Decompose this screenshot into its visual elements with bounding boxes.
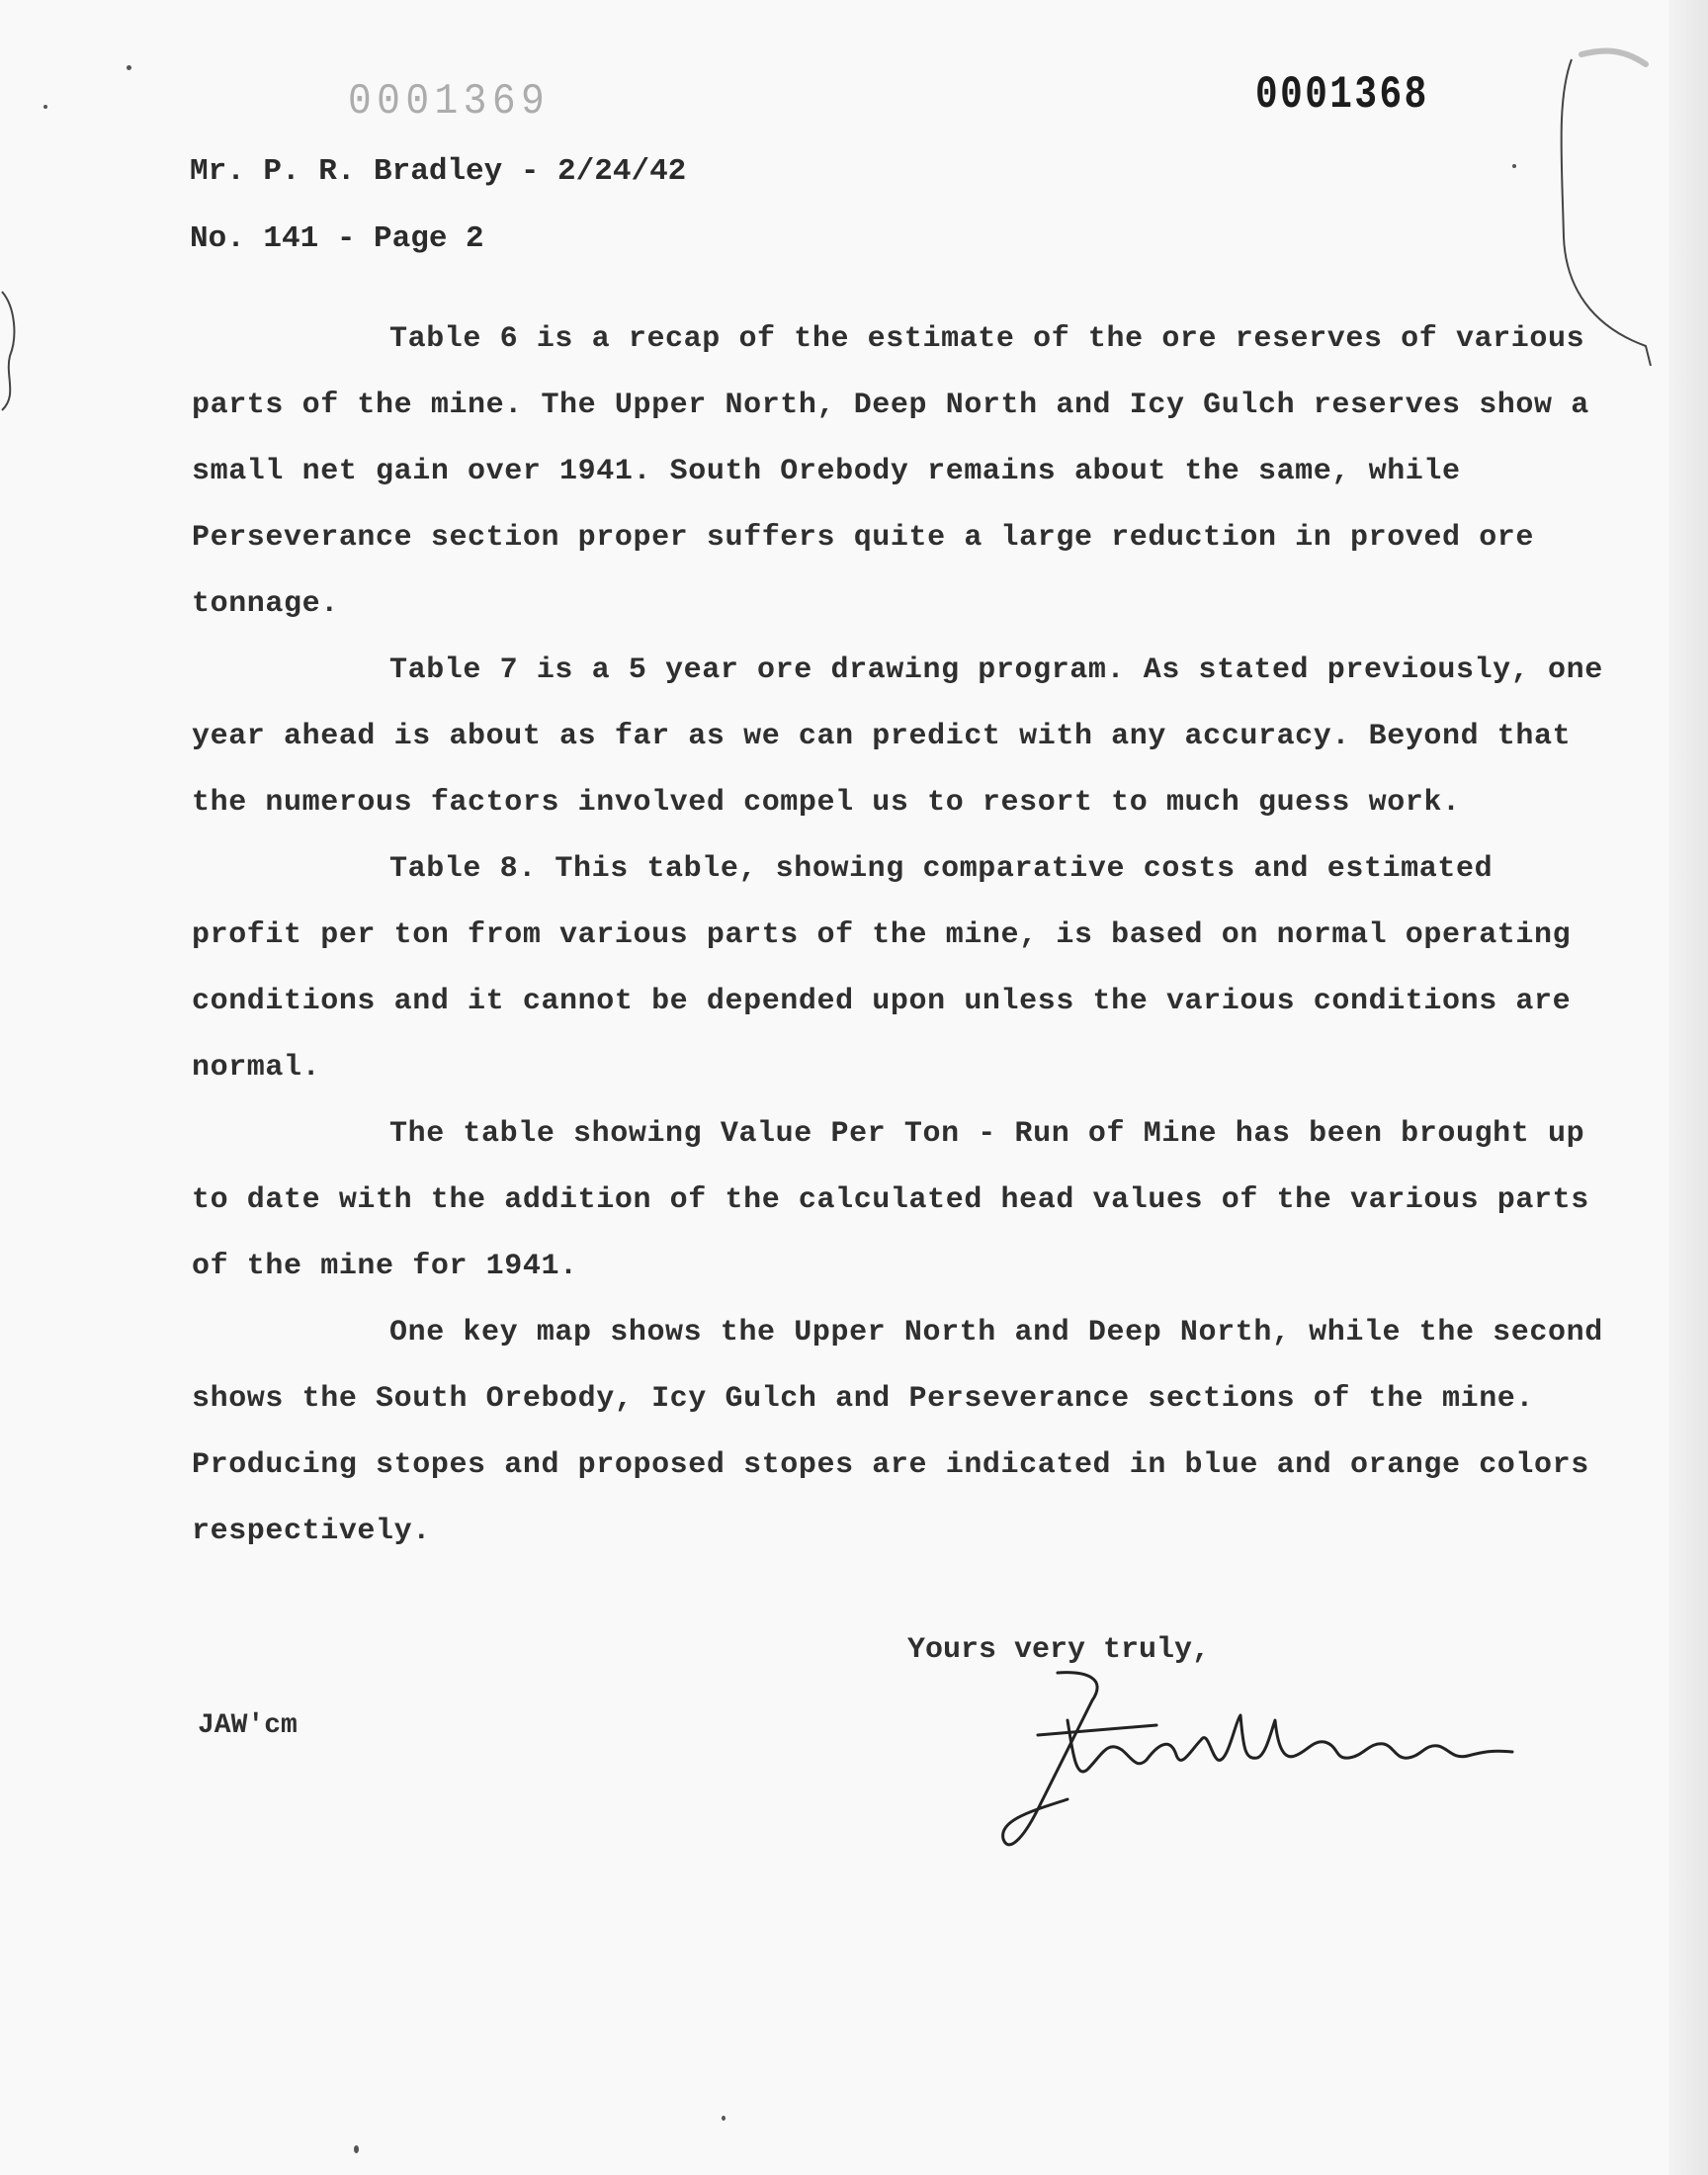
speck-mark: [43, 105, 47, 109]
paragraph-table-7: Table 7 is a 5 year ore drawing program. As stated previously, one year ahead is about as far as we can predict with any accuracy. Beyond that the numerous factors involved compel us to resort to much guess work.: [192, 653, 1603, 820]
paragraph-table-6: Table 6 is a recap of the estimate of the ore reserves of various parts of the mine. The Upper North, Deep North and Icy Gulch reserves show a small net gain over 1941. South Orebody remains about the same, while Perseverance section proper suffers quite a large reduction in proved ore tonnage.: [192, 322, 1589, 621]
paragraph-value-per-ton: The table showing Value Per Ton - Run of Mine has been brought up to date with the addition of the calculated head values of the various parts of the mine for 1941.: [192, 1117, 1589, 1283]
typist-initials: JAW'cm: [198, 1710, 298, 1741]
recipient-and-date: Mr. P. R. Bradley - 2/24/42: [190, 154, 687, 189]
speck-mark: [1512, 164, 1516, 168]
paragraph-table-8: Table 8. This table, showing comparative costs and estimated profit per ton from various parts of the mine, is based on normal operating conditions and it cannot be depended upon unless the various conditions are normal.: [192, 852, 1572, 1085]
letter-body: [192, 306, 1615, 1565]
closing-salutation: Yours very truly,: [907, 1633, 1211, 1667]
left-edge-mark: [0, 287, 30, 415]
speck-mark: [127, 65, 131, 70]
handwritten-signature: [998, 1661, 1591, 1859]
page-edge-shadow: [1668, 0, 1708, 2175]
paragraph-key-maps: One key map shows the Upper North and Deep North, while the second shows the South Orebody, Icy Gulch and Perseverance sections of the mine. Producing stopes and proposed stopes are indicated in blue and orange colors respectively.: [192, 1316, 1603, 1548]
faint-document-stamp: 0001369: [348, 77, 551, 127]
document-number-stamp: 0001368: [1255, 69, 1429, 121]
speck-mark: [722, 2116, 726, 2121]
letter-number-and-page: No. 141 - Page 2: [190, 221, 484, 256]
speck-mark: [354, 2145, 359, 2153]
